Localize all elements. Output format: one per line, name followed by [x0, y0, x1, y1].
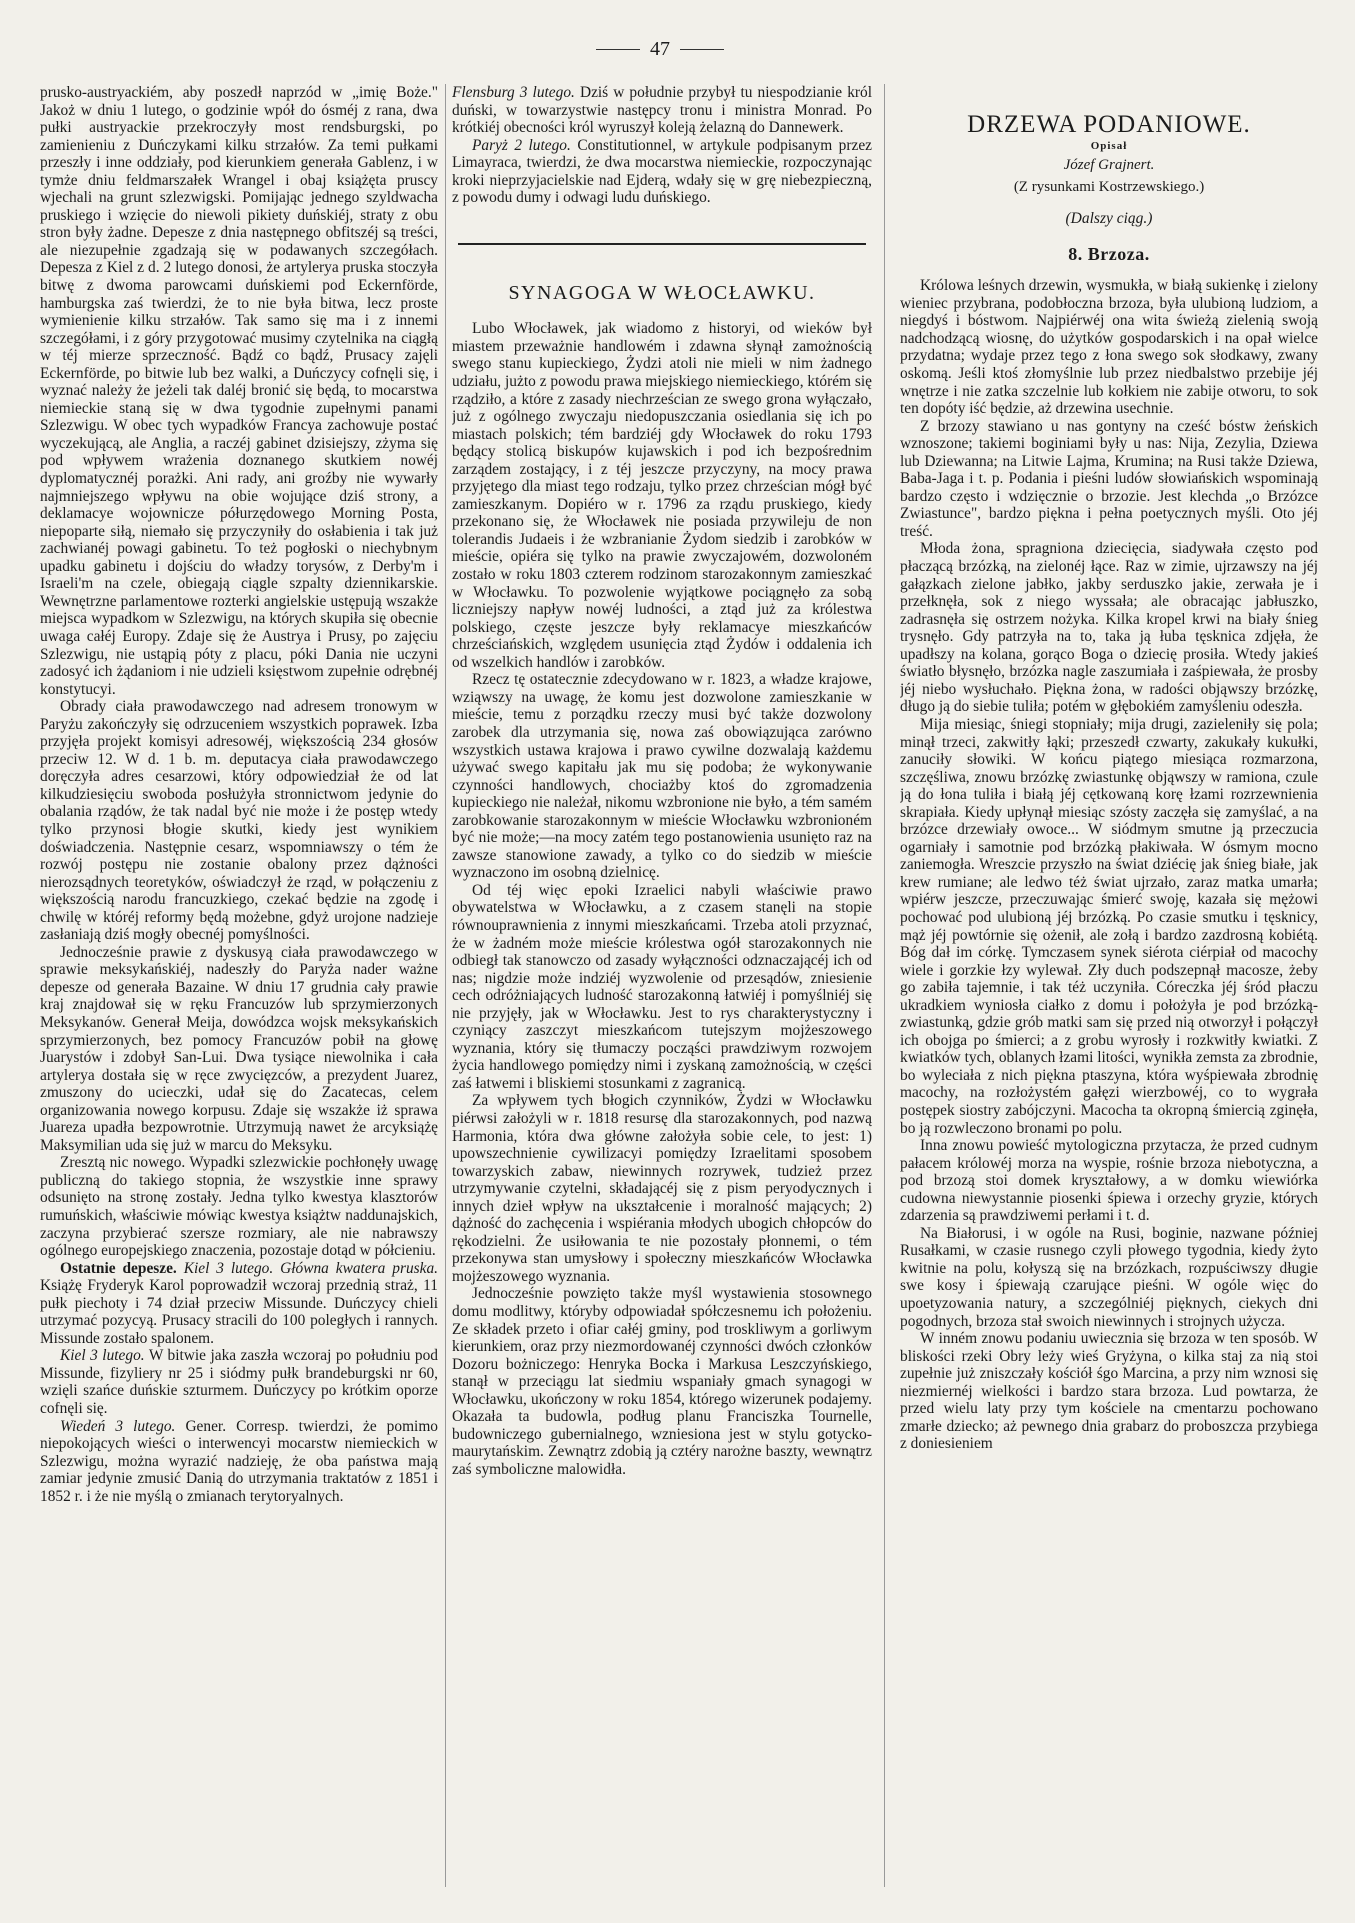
column-political-news — [40, 84, 438, 1893]
paragraph: Królowa leśnych drzewin, wysmukła, w białą sukienkę i zielony wieniec przybrana, podobłoczna brzoza, była ulubioną ludziom, a niegdyś i bóstwom. Najpiérwéj ona wita świeżą zielenią swoją nadchodzącą wiosnę, do użytków gospodarskich i na opał wielce przydatna; wydaje przez tego z łona swego sok słodkawy, zwany oskomą. Jeśli ktoś złomyślnie lub przez niedbalstwo przebije jéj wnętrze i nie zatka szczelnie lub kołkiem nie zabije otworu, to sok ten dopóty iść będzie, aż drzewina usechnie. — [900, 277, 1318, 418]
dateline: Kiel 3 lutego. Główna kwatera pruska. — [176, 1259, 438, 1277]
page-number-text: 47 — [650, 38, 670, 60]
dispatch-text: Gener. Corresp. twierdzi, że pomimo niepokojących wieści o interwencyi mocarstw niemieckich w Szlezwigu, można wyrazić nadzieję, że oba państwa mają zamiar jedynie zmusić Danią do utrzymania traktatów z 1851 i 1852 r. i że nie myślą o zmianach terytoryalnych. — [40, 1417, 438, 1505]
section-subtitle: 8. Brzoza. — [1068, 243, 1150, 264]
paragraph: Zresztą nic nowego. Wypadki szlezwickie pochłonęły uwagę publiczną do takiego stopnia, że wszystkie inne sprawy odsunięto na stronę zostały. Jedna tylko kwestya klasztorów rumuńskich, właściwie mówiąc kwestya książtw naddunajskich, zaczyna przybierać szersze rozmiary, ale nie nabrawszy ogólnego europejskiego znaczenia, pozostaje dotąd w półcieniu. — [40, 1154, 438, 1260]
dispatch-paragraph — [452, 137, 872, 207]
dispatch-text: Książę Fryderyk Karol poprowadził wczoraj przednią straż, 11 pułk piechoty i 74 dział przeciw Missunde. Duńczycy chieli utrzymać pozycyą. Prusacy stracili do 100 poległych i rannych. Missunde zostało spalonem. — [40, 1277, 438, 1347]
paragraph: Za wpływem tych błogich czynników, Żydzi w Włocławku piérwsi założyli w r. 1818 resursę dla starozakonnych, pod nazwą Harmonia, która dwa główne założyła sobie cele, to jest: 1) upowszechnienie cywilizacyi pomiędzy Izraelitami sposobem towarzyskich zabaw, niewinnych rozrywek, tudzież przez utrzymywanie czytelni, składającéj się z pism peryodycznych i innych dzieł wpływ na ukształcenie i moralność mających; 2) dążność do zachęcenia i wspiérania młodych ubogich chłopców do rękodzielni. Że usiłowania te nie pozostały płonnemi, o tém przekonywa stan umysłowy i społeczny mieszkańców Włocławka mojżeszowego wyznania. — [452, 1092, 872, 1285]
paragraph: Lubo Włocławek, jak wiadomo z historyi, od wieków był miastem przeważnie handlowém i zdawna słynął zamożnością swego stanu kupieckiego, Żydzi atoli nie mieli w nim żadnego udziału, jużto z powodu prawa miejskiego niemieckiego, którém się rządziło, a które z zasady niechrześcian ze swego grona wyłączało, już z ogólnego zwyczaju niedopuszczania osiedlania się ich po miastach polskich; tém bardziéj gdy Włocławek do roku 1793 będący stolicą biskupów kujawskich i pod ich bezpośrednim zarządem zostający, i z téj jeszcze przyczyny, na mocy prawa przyjętego dla miast tego rodzaju, tylko przez chrześcian mógł być zamieszkanym. Dopiéro w r. 1796 za rządu pruskiego, kiedy przekonano się, że Włocławek nie posiada przywileju de non tolerandis Judaeis i że wzbranianie Żydom siedzib i zarobków w mieście, opiéra się tylko na prawie zwyczajowém, dozwoloném zostało w roku 1803 czterem rodzinom starozakonnym zamieszkać w Włocławku. To pozwolenie wyjątkowe pociągnęło za sobą liczniejszy napływ nowéj ludności, a ztąd już za królestwa polskiego, częste jeszcze były reklamacye mieszkańców chrześciańskich, względem usunięcia ztąd Żydów i oddalenia ich od wszelkich handlów i zarobków. — [452, 320, 872, 671]
illustrations-credit: (Z rysunkami Kostrzewskiego.) — [1013, 178, 1205, 195]
dateline: Flensburg 3 lutego. — [452, 84, 575, 101]
column-synagogue — [452, 84, 872, 1893]
section-separator — [458, 243, 866, 245]
paragraph: Rzecz tę ostatecznie zdecydowano w r. 1823, a władze krajowe, wziąwszy na uwagę, że komu jest dozwolone zamieszkanie w mieście, temu z porządku rzeczy musi być także dozwolony zarobek dla utrzymania się, nowa zaś obowiązująca zarówno wszystkich ustawa krajowa i prawo cywilne dozwalają każdemu używać swego kapitału jak mu się podoba; że wykonywanie czynności handlowych, chociażby ktoś do zgromadzenia kupieckiego nie należał, nikomu wzbronione nie było, a tém samém zarobkowanie starozakonnym w mieście Włocławku wzbronioném być nie może;—na mocy zatém tego postanowienia usunięto raz na zawsze stanowione zawady, a tylko co do siedzib w mieście wyznaczono im osobną dzielnicę. — [452, 671, 872, 882]
paragraph: Jednocześnie powzięto także myśl wystawienia stosownego domu modlitwy, któryby odpowiadał spółczesnemu ich położeniu. Ze składek przeto i ofiar całéj gminy, pod troskliwym a gorliwym kierunkiem, oraz przy niezmordowanéj czynności dwóch członków Dozoru bożniczego: Henryka Bocka i Markusa Leszczyńskiego, stanął w przeciągu lat siedmiu wspaniały gmach synagogi w Włocławku, ukończony w roku 1854, którego wizerunek podajemy. Okazała ta budowla, podług planu Franciszka Tournelle, budowniczego gubernialnego, wzniesiona jest w stylu gotycko-maurytańskim. Zewnątrz zdobią ją cztéry narożne baszty, wewnątrz zaś symboliczne malowidła. — [452, 1285, 872, 1478]
dateline: Paryż 2 lutego. — [472, 136, 571, 154]
latest-dispatches-heading: Ostatnie depesze. — [60, 1259, 177, 1277]
paragraph: Młoda żona, spragniona dziecięcia, siadywała często pod płaczącą brzózką, na zielonéj łące. Raz w zimie, ujrzawszy na jéj gałązkach zielone jabłko, jakby serduszko jakie, zerwała je i przełknęła, sok z niego wyssała; ale obracając jabłuszko, zadrasnęła się ostrzem nożyka. Kilka kropel krwi na biały śnieg trysnęło. Gdy patrzyła na to, taka ją łuba tęsknica zdjęła, że upadłszy na kolana, gorąco Boga o dziecię prosiła. Wtedy jakieś światło błysnęło, brzózka nagle zaszumiała i zaśpiewała, że prosby jéj niebo wysłuchało. Piękna żona, w radości objąwszy brzózkę, długo ją do siebie tuliła; potém w głębokiém zamyśleniu odeszła. — [900, 540, 1318, 716]
paragraph: Na Białorusi, i w ogóle na Rusi, boginie, nazwane później Rusałkami, w czasie rusnego czyli płowego tygodnia, kiedy żyto kwitnie na polu, kołyszą się na brzózkach, rozpuściwszy długie swe kosy i śpiewają czarujące pieśni. W ogóle więc do upoetyzowania natury, a szczególniéj pięknych, ciekych dni pogodnych, brzoza stał swoich niewinnych i strojnych użycza. — [900, 1224, 1318, 1330]
continuation-note: (Dalszy ciąg.) — [1065, 210, 1153, 228]
dispatch-paragraph — [452, 84, 872, 137]
paragraph: Mija miesiąc, śniegi stopniały; mija drugi, zazieleniły się pola; minął trzeci, zakwitły łąki; przeszedł czwarty, zakukały kukułki, zanuciły słowiki. W końcu piątego miesiąca rozmarzona, szczęśliwa, znowu brzózkę zwiastunkę objąwszy w ramiona, czule ją do łona tuliła i białą jéj cętkowaną korę łzami rozrzewnienia skrapiała. Kiedy upłynął miesiąc szósty zaczęła się zamyślać, a na brzózce drzewiały owoce... W siódmym smutne ją przeczucia ogarniały i samotnie pod brzózką płakiwała. W ósmym mocno zaniemogła. Wreszcie przyszło na świat dziécię jak śnieg białe, jak krew rumiane; ale ledwo téż świat ujrzało, zaraz matka umarła; wpiérw jeszcze, przeczuwając śmierć swoję, kazała się mężowi pochować pod ulubioną jéj brzózką. Po czasie smutku i tęsknicy, mąż jéj powtórnie się ożenił, ale zołą i bardzo zazdrosną kobiétą. Bóg dał im córkę. Tymczasem synek siérota ciérpiał od macochy wiele i gorzkie łzy wylewał. Zły duch podszepnął macosze, żeby go zabiła tajemnie, i tak téż uczyniła. Córeczka jéj śród płaczu ukradkiem wyniosła ciałko z domu i położyła je pod brzózką-zwiastunką, gdzie grób matki sam się przed nią otworzył i połączył ich obojga po śmierci; a z grobu wyrosły i rozkwitły kwiatki. Z kwiatków tych, oblanych łzami litości, wynikła zemsta za zbrodnie, bo wyleciała z nich piękna ptaszyna, która wyśpiewała zbrodnię macochy, na rozłożystém gałęzi wierzbowéj, co to wygrała postępek siostry zabójczyni. Macocha ta okropną śmiercią zginęła, bo ją rozwleczono bronami po polu. — [900, 715, 1318, 1137]
dispatch-paragraph — [40, 1347, 438, 1417]
paragraph: Od téj więc epoki Izraelici nabyli właściwie prawo obywatelstwa w Włocławku, a z czasem stanęli na stopie równouprawnienia z innymi mieszkańcami. Trzeba atoli przyznać, że w żadném może mieście królestwa ogół starozakonnych nie odbiegł tak stanowczo od zasady wyłączności odznaczającéj ich od nas; nigdzie może indziéj wyzwolenie od przesądów, zniesienie cech odróżniających ludność starozakonną łatwiéj i pomyślniéj się nie przyjęły, jak w Włocławku. Jest to rys charakterystyczny i czyniący zaszczyt mieszkańcom tutejszym mojżeszowego wyznania, który się tłumaczy począści prawdziwym rozwojem życia handlowego pomiędzy nimi i zyskaną zamożnością, w części zaś łatwemi i bliskiemi stosunkami z zagranicą. — [452, 881, 872, 1092]
latest-dispatches-paragraph — [40, 1260, 438, 1348]
paragraph: W inném znowu podaniu uwiecznia się brzoza w ten sposób. W bliskości rzeki Obry leży wieś Gryżyna, o kilka staj za nią stoi zupełnie już zniszczały kościół śgo Marcina, a przy nim wznosi się niezmiernéj wielkości i bardzo stara brzoza. Lud powtarza, że przed wielu laty przy tym kościele na cmentarzu pochowano zmarłe dziecko; aż pewnego dnia grabarz do proboszcza przybiega z doniesieniem — [900, 1330, 1318, 1453]
dateline: Kiel 3 lutego. — [60, 1347, 145, 1365]
folio-dash-left — [596, 49, 640, 50]
synagogue-article-title: SYNAGOGA W WŁOCŁAWKU. — [508, 281, 816, 304]
page-number — [575, 38, 745, 61]
column-rule-right — [884, 84, 885, 1887]
column-legendary-trees — [900, 84, 1318, 1893]
column-rule-left — [445, 84, 446, 1887]
trees-article-title: DRZEWA PODANIOWE. — [967, 111, 1251, 138]
folio-dash-right — [680, 49, 724, 50]
dispatch-paragraph — [40, 1418, 438, 1506]
paragraph: Z brzozy stawiano u nas gontyny na cześć bóstw żeńskich wznoszone; takiemi boginiami były u nas: Nija, Zezylia, Dziewa lub Dziewanna; na Litwie Lajma, Krumina; na Rusi także Dziewa, Baba-Jaga i t. p. Podania i pieśni ludów słowiańskich wspominają bardzo często i wdzięcznie o brzozie. Jest klechda „o Brzózce Zwiastunce", bardzo piękna i pełna poetycznych myśli. Oto jéj treść. — [900, 417, 1318, 540]
dispatch-text: Constitutionnel, w artykule podpisanym przez Limayraca, twierdzi, że dwa mocarstwa niemieckie, rozpoczynając kroki nieprzyjacielskie nad Ejderą, wdały się w grę niebezpieczną, z powodu dumy i odwagi ludu duńskiego. — [452, 136, 872, 207]
author-name: Józef Grajnert. — [1063, 157, 1155, 174]
byline-label: Opisał — [1090, 139, 1128, 152]
paragraph: Inna znowu powieść mytologiczna przytacza, że przed cudnym pałacem królowéj morza na wyspie, rośnie brzoza niebotyczna, a pod brzozą stoi domek kryształowy, a w domku wiewiórka cudowna niewystannie piosenki śpiewa i orzechy gryzie, których zdarzenia są prawdziwemi perłami i t. d. — [900, 1137, 1318, 1225]
paragraph: Jednocześnie prawie z dyskusyą ciała prawodawczego w sprawie meksykańskiéj, nadeszły do Paryża nader ważne depesze od generała Bazaine. W dniu 17 grudnia cały prawie kraj znajdował się w ręku Francuzów lub sprzymierzonych Meksykanów. Generał Meija, dowódzca wojsk meksykańskich sprzymierzonych, bez pomocy Francuzów pobił na głowę Juarystów i zdobył San-Lui. Dwa tysiące niewolnika i cała artylerya dostała się w ręce zwycięzców, a prezydent Juarez, zmuszony do ucieczki, udał się do Zacatecas, celem organizowania nowego korpusu. Zdaje się wszakże iż sprawa Juareza upadła bezpowrotnie. Utrzymują nawet że arcyksiążę Maksymilian uda się już w marcu do Meksyku. — [40, 943, 438, 1154]
paragraph: prusko-austryackiém, aby poszedł naprzód w „imię Boże." Jakoż w dniu 1 lutego, o godzinie wpół do ósméj z rana, dwa pułki austryackie przekroczyły most rendsburgski, po zamienieniu z Duńczykami kilku strzałów. Za temi pułkami przeszły i inne oddziały, pod kierunkiem generała Gablenz, i w tymże dniu feldmarszałek Wrangel i obaj książęta pruscy wjechali na grunt szlezwigski. Pomijając jednego szyldwacha pruskiego i wzięcie do niewoli pikiety duńskiéj, straty z obu stron były żadne. Depesze z dnia następnego obfitszéj są treści, ale niezupełnie zgadzają się w podawanych szczegółach. Depesza z Kiel z d. 2 lutego donosi, że artylerya pruska stoczyła bitwę z dwoma parowcami duńskiemi pod Eckernförde, hamburgska zaś twierdzi, że to nie była bitwa, lecz proste wymienienie kilku strzałów. Tak samo się ma i z innemi szczegółami, i z góry przygotować musimy czytelnika na ciągłą w téj mierze sprzeczność. Bądź co bądź, Prusacy zajęli Eckernförde, po bitwie lub bez walki, a Duńczycy cofnęli się, i wyznać należy że jeżeli tak daléj bronić się będą, to mocarstwa niemieckie staną się w dwa tygodnie zupełnymi panami Szlezwigu. W obec tych wypadków Francya zachowuje postać wyczekującą, ale Anglia, a raczéj gabinet dzisiejszy, zżyma się pod wpływem wrażenia doznanego skutkiem nowéj dyplomatycznéj porażki. Ani rady, ani groźby nie wywarły najmniejszego wpływu na obie wojujące dziś strony, a deklamacye wojownicze półurzędowego Morning Posta, niepoparte siłą, niemało się przyczyniły do osłabienia i tak już zachwianéj powagi gabinetu. To też pogłoski o niechybnym upadku gabinetu i dojściu do władzy torysów, z Derby'm i Israeli'm na czele, obiegają ciągle szpalty dziennikarskie. Wewnętrzne parlamentowe rozterki angielskie ustępują wszakże miejsca wypadkom w Szlezwigu, na których skupiła się obecnie uwaga całéj Europy. Zdaje się że Austrya i Prusy, po zajęciu Szlezwigu, nie ustąpią póty z placu, póki Dania nie uczyni zadosyć ich żądaniom i nie udzieli księstwom zupełnie odrębnéj konstytucyi. — [40, 84, 438, 698]
dispatch-text: W bitwie jaka zaszła wczoraj po południu pod Missunde, fizyliery nr 25 i siódmy pułk brandeburgski nr 60, wzięli szańce duńskie szturmem. Duńczycy po krótkim oporze cofnęli się. — [40, 1347, 438, 1418]
paragraph: Obrady ciała prawodawczego nad adresem tronowym w Paryżu zakończyły się odrzuceniem wszystkich poprawek. Izba przyjęła projekt komisyi adresowéj, większością 234 głosów przeciw 12. W d. 1 b. m. deputacya ciała prawodawczego doręczyła adres cesarzowi, który odpowiedział że od lat kilkudziesięciu swoboda posłużyła stronnictwom jedynie do obalania rządów, że tak nadal być nie może i że postęp wtedy tylko przynosi błogie skutki, kiedy jest wynikiem doświadczenia. Następnie cesarz, wspomniawszy o tém że rozwój postępu nie zostanie obalony przez dążności nierozsądnych teoretyków, oświadczył że rząd, w połączeniu z większością narodu francuzkiego, czekać będzie na zgodę i chwilę w któréj reformy będą możebne, gdyż urojone nadzieje zasłaniają dziś mogły obecnéj pomyślności. — [40, 698, 438, 944]
dispatch-text: Dziś w południe przybył tu niespodzianie król duński, w towarzystwie następcy tronu i ministra Monrad. Po krótkiéj obecności król wyruszył koleją żelazną do Dannewerk. — [452, 84, 872, 137]
dateline: Wiedeń 3 lutego. — [60, 1417, 176, 1435]
